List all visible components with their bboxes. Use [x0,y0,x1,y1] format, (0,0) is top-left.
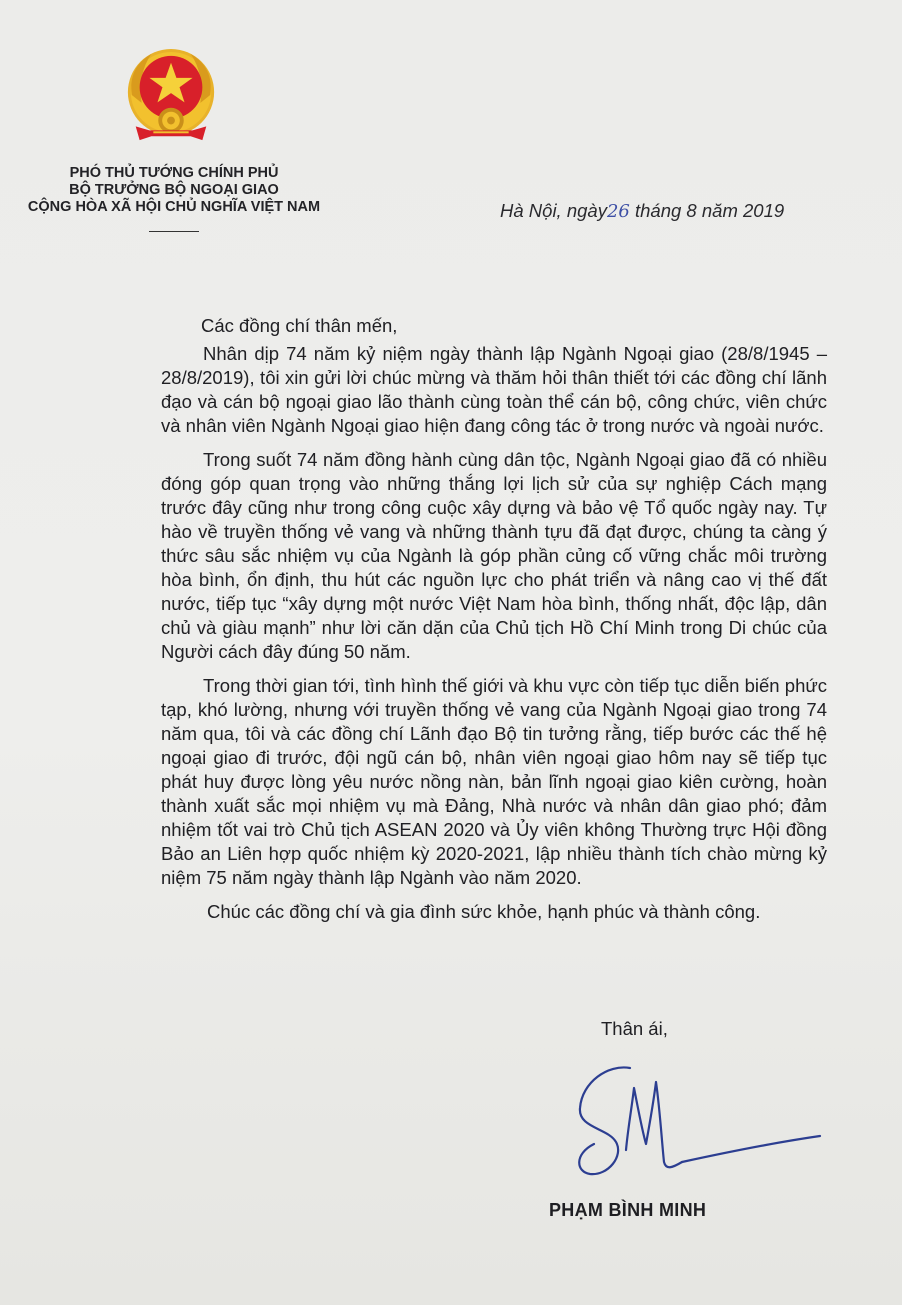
paragraph-1: Nhân dịp 74 năm kỷ niệm ngày thành lập Ngành Ngoại giao (28/8/1945 – 28/8/2019), tôi xin gửi lời chúc mừng và thăm hỏi thân thiết tới các đồng chí lãnh đạo và cán bộ ngoại giao lão thành cùng toàn thể cán bộ, công chức, viên chức và nhân viên Ngành Ngoại giao hiện đang công tác ở trong nước và ngoài nước. [161,343,827,436]
sender-title-line-1: PHÓ THỦ TƯỚNG CHÍNH PHỦ [69,165,279,181]
paragraph-3: Trong thời gian tới, tình hình thế giới và khu vực còn tiếp tục diễn biến phức tạp, khó lường, nhưng với truyền thống vẻ vang của Ngành Ngoại giao trong 74 năm qua, tôi và các đồng chí Lãnh đạo Bộ tin tưởng rằng, tiếp bước các thế hệ ngoại giao đi trước, đội ngũ cán bộ, nhân viên ngoại giao hôm nay sẽ tiếp tục phát huy được lòng yêu nước nồng nàn, bản lĩnh ngoại giao kiên cường, hoàn thành xuất sắc mọi nhiệm vụ mà Đảng, Nhà nước và nhân dân giao phó; đảm nhiệm tốt vai trò Chủ tịch ASEAN 2020 và Ủy viên không Thường trực Hội đồng Bảo an Liên hợp quốc nhiệm kỳ 2020-2021, lập nhiều thành tích chào mừng kỷ niệm 75 năm ngày thành lập Ngành vào năm 2020. [161,675,827,888]
sender-block [18,165,330,216]
sender-title-line-2: BỘ TRƯỞNG BỘ NGOẠI GIAO [69,182,279,198]
signer-name: PHẠM BÌNH MINH [549,1200,707,1220]
signature-icon [568,1058,828,1186]
closing-wish: Chúc các đồng chí và gia đình sức khỏe, hạnh phúc và thành công. [207,901,761,922]
letter-body [161,314,827,924]
paragraph-2: Trong suốt 74 năm đồng hành cùng dân tộc, Ngành Ngoại giao đã có nhiều đóng góp quan trọng vào những thắng lợi lịch sử của sự nghiệp Cách mạng trước đây cũng như trong công cuộc xây dựng và bảo vệ Tổ quốc ngày nay. Tự hào về truyền thống vẻ vang và những thành tựu đã đạt được, chúng ta càng ý thức sâu sắc nhiệm vụ của Ngành là góp phần củng cố vững chắc môi trường hòa bình, ổn định, thu hút các nguồn lực cho phát triển và nâng cao vị thế đất nước, tiếp tục “xây dựng một nước Việt Nam hòa bình, thống nhất, độc lập, dân chủ và giàu mạnh” như lời căn dặn của Chủ tịch Hồ Chí Minh trong Di chúc của Người cách đây đúng 50 năm. [161,449,827,662]
header-divider [149,231,199,232]
dateline-prefix: Hà Nội, ngày [500,200,607,221]
dateline-month: tháng 8 [635,200,697,221]
dateline-year: năm 2019 [701,200,785,221]
sender-title-line-3: CỘNG HÒA XÃ HỘI CHỦ NGHĨA VIỆT NAM [27,199,321,215]
dateline [500,200,840,222]
salutation: Các đồng chí thân mến, [201,315,398,336]
national-emblem-icon [122,46,220,150]
farewell: Thân ái, [601,1018,668,1039]
dateline-day-handwritten: 26 [606,201,630,222]
